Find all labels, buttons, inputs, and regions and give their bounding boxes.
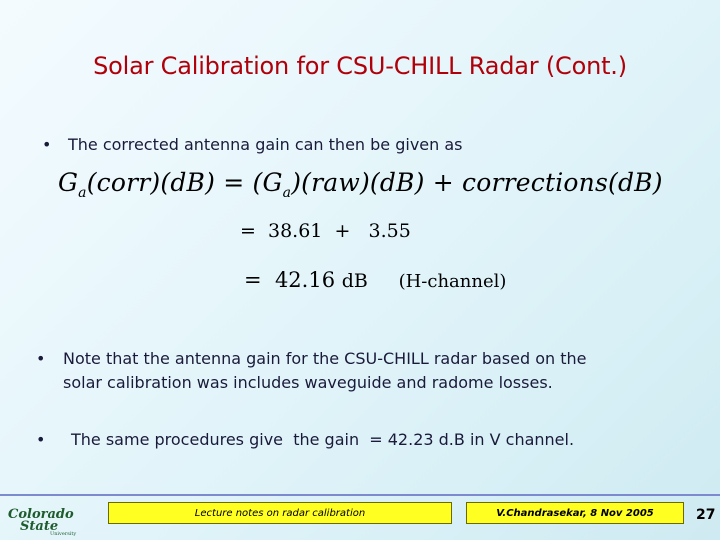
slide-title: Solar Calibration for CSU-CHILL Radar (Cont.) bbox=[93, 52, 627, 80]
equation-rhs: )(raw)(dB) + corrections(dB) bbox=[291, 168, 663, 197]
bullet-text-line1: Note that the antenna gain for the CSU-CHILL radar based on the bbox=[63, 349, 587, 368]
gain-symbol: G bbox=[58, 168, 79, 197]
result-value: = 42.16 bbox=[244, 268, 336, 292]
lecture-notes-text: Lecture notes on radar calibration bbox=[194, 507, 366, 519]
logo-text-university: University bbox=[50, 531, 77, 536]
csu-logo bbox=[6, 506, 84, 536]
bullet-marker: • bbox=[36, 430, 46, 449]
logo-text-colorado: Colorado bbox=[8, 507, 74, 522]
author-date-text: V.Chandrasekar, 8 Nov 2005 bbox=[496, 507, 654, 519]
bullet-note-antenna-gain bbox=[36, 347, 706, 395]
gain-equation bbox=[58, 168, 663, 201]
bullet-text-line2: solar calibration was includes waveguide and radome losses. bbox=[63, 373, 553, 392]
equation-lhs: (corr)(dB) = ( bbox=[86, 168, 263, 197]
logo-text-state: State bbox=[20, 519, 59, 534]
lecture-notes-box bbox=[108, 502, 452, 524]
result-unit: dB bbox=[341, 270, 368, 292]
bullet-text: The same procedures give the gain = 42.23 d.B in V channel. bbox=[71, 430, 575, 449]
bullet-corrected-gain bbox=[42, 133, 702, 157]
bullet-marker: • bbox=[42, 135, 52, 154]
bullet-marker: • bbox=[36, 349, 46, 368]
bullet-text: The corrected antenna gain can then be given as bbox=[68, 135, 463, 154]
page-number: 27 bbox=[696, 507, 716, 523]
result-channel: (H-channel) bbox=[398, 271, 507, 292]
gain-symbol: G bbox=[262, 168, 283, 197]
footer-divider bbox=[0, 494, 720, 496]
equation-values: = 38.61 + 3.55 bbox=[240, 220, 411, 242]
gain-subscript: a bbox=[78, 185, 87, 201]
bullet-v-channel bbox=[36, 428, 706, 452]
equation-result bbox=[244, 268, 506, 292]
author-date-box bbox=[466, 502, 684, 524]
gain-subscript: a bbox=[282, 185, 292, 201]
